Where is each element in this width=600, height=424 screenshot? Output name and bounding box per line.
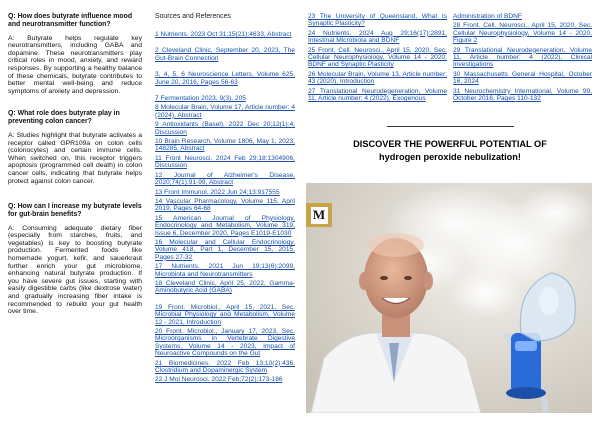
reference-list-continued	[308, 13, 592, 104]
reference-link[interactable]: 30 Massachusetts General Hospital, October 16, 2024	[453, 70, 592, 86]
qa-question: Q: How does butyrate influence mood and neurotransmitter function?	[8, 13, 133, 28]
reference-link[interactable]: 16 Molecular and Cellular Endocrinology, Volume 418, Part 1, December 15, 2015, Pages 27-32	[155, 238, 295, 261]
reference-column	[453, 13, 592, 104]
reference-link[interactable]: 15 American Journal of Physiology. Endocrinology and Metabolism, Volume 319, Issue 6, December 2020, Pages E1019-E1030	[155, 214, 295, 237]
reference-link[interactable]: 21 Biomedicines. 2022 Feb 13;10(2):436, Clostridium and Dopaminergic System	[155, 359, 295, 375]
reference-link[interactable]: 2 Cleveland Clinic, September 20, 2023, The Gut-Brain Connection	[155, 47, 295, 62]
doctor-nebulizer-illustration	[306, 183, 592, 413]
reference-link[interactable]: 22 J Mol Neurosci. 2022 Feb;72(2):173-186	[155, 376, 283, 384]
reference-link[interactable]: 20 Front. Microbiol., January 17, 2023, Sec. Microorganisms in Vertebrate Digestive Systems, Volume 14 - 2023, Impact of Neuroactive Compounds on the Gut	[155, 328, 295, 358]
reference-link[interactable]: 13 Front Immunol. 2022 Jun 24;13:917555	[155, 188, 280, 196]
qa-question: Q: What role does butyrate play in preventing colon cancer?	[8, 110, 120, 126]
qa-answer: A: Consuming adequate dietary fiber (especially from starches, fruits, and vegetables) is key to boosting butyrate production. Fermented foods like homemade yogurt, kefir, and sauerkraut further enrich your gut microbiome, enhancing natural butyrate production. If you have severe gut issues, starting with easily digestible carbs (like dextrose water) and gradually increasing fiber intake is recommended to rebuild your gut health over time.	[8, 224, 142, 316]
reference-link[interactable]: 9 Antioxidants (Basel). 2022 Dec 20;12(1):4, Discussion	[155, 121, 295, 136]
reference-link[interactable]: 31 Neurochemistry International, Volume 99, October 2016, Pages 110-132	[453, 87, 592, 103]
qa-item	[8, 203, 142, 316]
reference-link[interactable]: 11 Front Neurosci. 2024 Feb 29;18:1304906, Discussion	[155, 154, 295, 170]
qa-item	[8, 13, 142, 95]
section-divider	[387, 126, 514, 127]
qa-answer: A: Butyrate helps regulate key neurotransmitters, including GABA and dopamine. These neurotransmitters play critical roles in mood, anxiety, and reward responses. By supporting a healthy balance of these chemicals, butyrate contributes to better mental well-being and reduce symptoms of anxiety and depression.	[8, 34, 142, 95]
reference-link[interactable]: 17 Nutrients. 2021 Jun 19;13(6):2099, Microbiota and Neurotransmitters	[155, 263, 295, 278]
reference-link[interactable]: 18 Cleveland Clinic, April 25, 2022, Gamma-Aminobutyric Acid (GABA)	[155, 279, 295, 295]
reference-link[interactable]: 7 Fermentation 2023, 9(3), 205	[155, 95, 246, 103]
reference-column	[308, 13, 447, 104]
reference-link[interactable]: 3, 4, 5, 6 Neuroscience Letters, Volume 625, June 20, 2016, Pages 56-63	[155, 71, 295, 86]
headline-line-1: DISCOVER THE POWERFUL POTENTIAL OF	[353, 139, 547, 149]
reference-link[interactable]: 26 Molecular Brain, Volume 13, Article number: 43 (2020), Introduction	[308, 70, 447, 86]
brand-logo	[306, 203, 332, 227]
reference-link[interactable]: 25 Front. Cell. Neurosci., April 15, 2020, Sec. Cellular Neurophysiology, Volume 14 - 2020, BDNF and Synaptic Plasticity	[308, 46, 447, 69]
reference-link[interactable]: Administration of BDNF	[453, 13, 522, 20]
reference-link[interactable]: 29 Translational Neurodegeneration, Volume 11, Article number: 4 (2022), Clinical Investigations	[453, 46, 592, 69]
reference-list	[155, 31, 295, 384]
reference-link[interactable]: 14 Vascular Pharmacology, Volume 115, April 2019, Pages 64-68	[155, 197, 295, 213]
reference-link[interactable]: 28 Front. Cell. Neurosci., April 15, 2020, Sec. Cellular Neurophysiology, Volume 14 - 2020, Figure 2	[453, 22, 592, 45]
reference-link[interactable]: 12 Journal of Alzheimer's Disease. 2020;74(1):91-99, Abstract	[155, 171, 295, 187]
headline-line-2: hydrogen peroxide nebulization!	[379, 152, 521, 162]
reference-link[interactable]: 24 Nutrients. 2024 Aug 29;16(17):2891, Intestinal Microbiota and BDNF	[308, 29, 447, 45]
logo-letter: M	[311, 207, 328, 224]
references-panel	[150, 0, 300, 424]
promo-photo	[306, 183, 592, 413]
reference-link[interactable]: 8 Molecular Brain, Volume 17, Article number: 4 (2024), Abstract	[155, 104, 295, 119]
qa-answer: A: Studies highlight that butyrate activates a receptor called GPR109a on colon cells (colonocytes) and certain immune cells. When switched on, this receptor triggers apoptosis (programmed cell death) in colon cancer cells, indicating that butyrate helps protect against colon cancer.	[8, 131, 142, 185]
reference-link[interactable]: 19 Front. Microbiol., April 15, 2021, Sec. Microbial Physiology and Metabolism, Volume 12 - 2021, Introduction	[155, 303, 295, 326]
reference-link[interactable]: 10 Brain Research, Volume 1806, May 1, 2023, 148285, Abstract	[155, 138, 295, 153]
qa-panel	[0, 0, 150, 424]
promo-headline	[300, 138, 600, 164]
qa-question: Q: How can I increase my butyrate levels for gut-brain benefits?	[8, 203, 142, 218]
promo-panel	[300, 0, 600, 424]
reference-link[interactable]: 23 The University of Queensland, What Is Synaptic Plasticity?	[308, 13, 447, 28]
references-title: Sources and References	[155, 13, 231, 20]
reference-link[interactable]: 1 Nutrients. 2023 Oct 31;15(21):4633, Abstract	[155, 31, 292, 38]
reference-link[interactable]: 27 Translational Neurodegeneration, Volume 11, Article number: 4 (2022), Exogenous	[308, 87, 447, 103]
qa-item	[8, 110, 142, 185]
